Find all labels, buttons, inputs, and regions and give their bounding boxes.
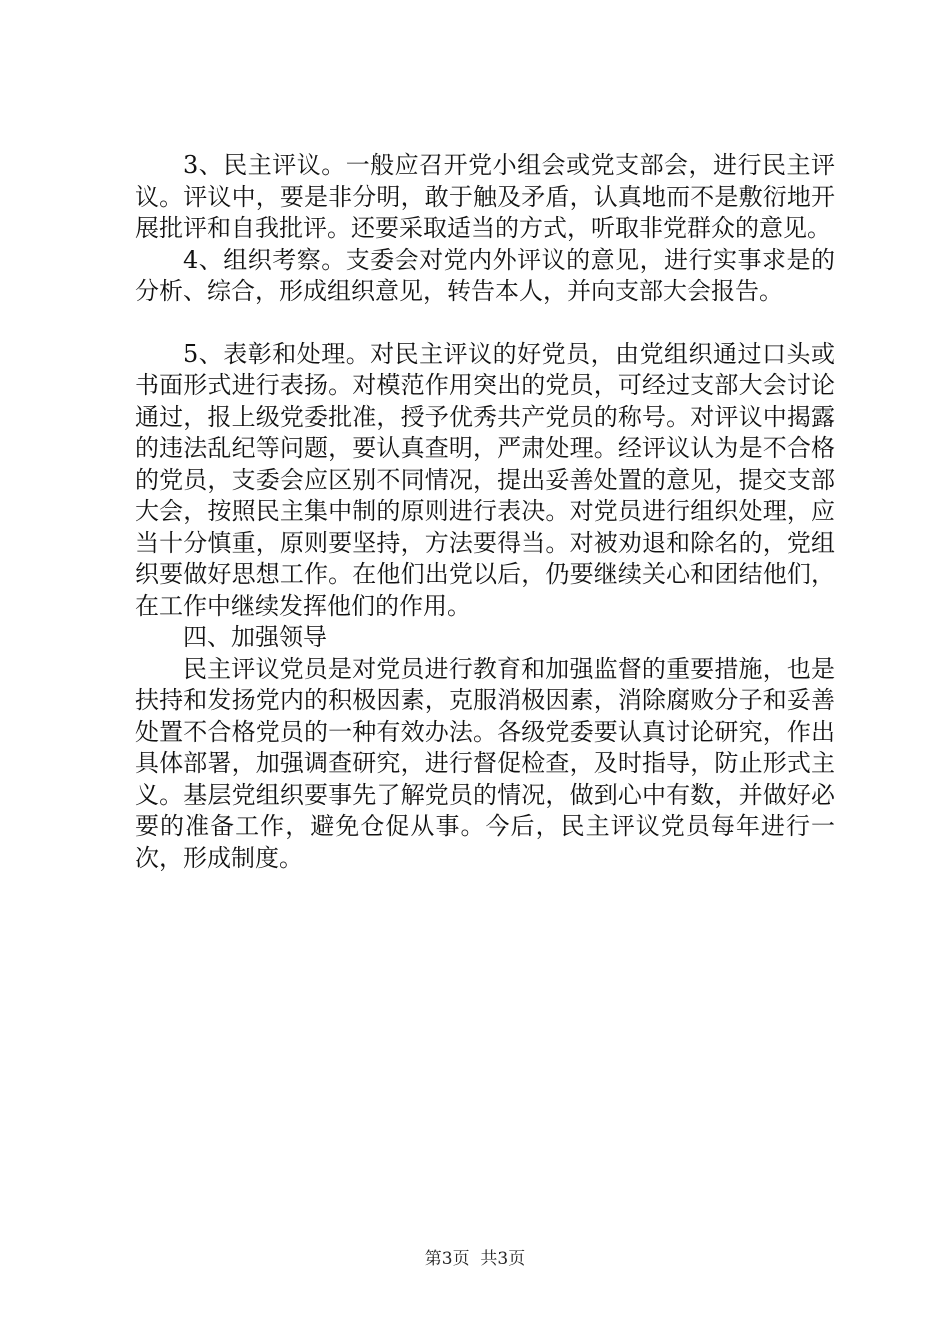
page-footer: 第3页 共3页 <box>424 1249 526 1269</box>
paragraph-spacer <box>135 308 835 339</box>
section-heading-leadership: 四、加强领导 <box>183 623 327 651</box>
paragraph-organizational-review: 4、组织考察。支委会对党内外评议的意见，进行实事求是的分析、综合，形成组织意见，转告本人，并向支部大会报告。 <box>135 245 835 305</box>
paragraph-democratic-review: 3、民主评议。一般应召开党小组会或党支部会，进行民主评议。评议中，要是非分明，敢于触及矛盾，认真地而不是敷衍地开展批评和自我批评。还要采取适当的方式，听取非党群众的意见。 <box>135 151 835 242</box>
paragraph-commendation-handling: 5、表彰和处理。对民主评议的好党员，由党组织通过口头或书面形式进行表扬。对模范作用突出的党员，可经过支部大会讨论通过，报上级党委批准，授予优秀共产党员的称号。对评议中揭露的违法乱纪等问题，要认真查明，严肃处理。经评议认为是不合格的党员，支委会应区别不同情况，提出妥善处置的意见，提交支部大会，按照民主集中制的原则进行表决。对党员进行组织处理，应当十分慎重，原则要坚持，方法要得当。对被劝退和除名的，党组织要做好思想工作。在他们出党以后，仍要继续关心和团结他们，在工作中继续发挥他们的作用。 <box>135 339 835 620</box>
paragraph-leadership: 民主评议党员是对党员进行教育和加强监督的重要措施，也是扶持和发扬党内的积极因素，克服消极因素，消除腐败分子和妥善处置不合格党员的一种有效办法。各级党委要认真讨论研究，作出具体部署，加强调查研究，进行督促检查，及时指导，防止形式主义。基层党组织要事先了解党员的情况，做到心中有数，并做好必要的准备工作，避免仓促从事。今后，民主评议党员每年进行一次，形成制度。 <box>135 654 835 872</box>
document-body <box>135 150 835 874</box>
